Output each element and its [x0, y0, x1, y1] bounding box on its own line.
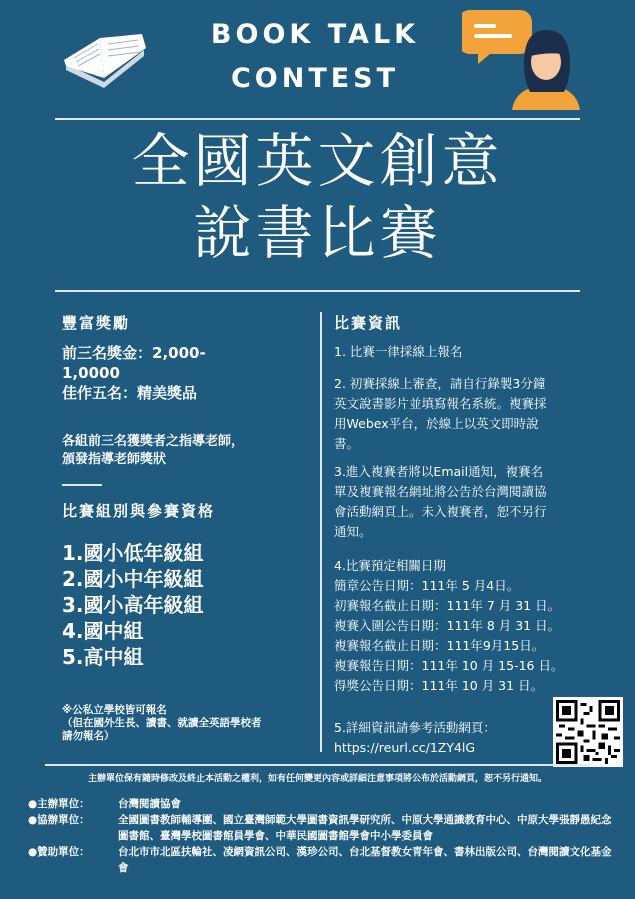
- text-line: 通知。: [334, 524, 372, 539]
- divider: [55, 118, 580, 120]
- open-book-icon: [60, 30, 150, 92]
- co-organizer-label: ●協辦單位：: [28, 814, 90, 826]
- info-item-5: [334, 718, 496, 758]
- list-item: 4.國中組: [62, 619, 144, 643]
- list-item: 2.國小中年級組: [62, 567, 204, 591]
- text-line: 得獎公告日期：111年 10 月 31 日。: [334, 678, 544, 693]
- event-url-link[interactable]: https://reurl.cc/1ZY4lG: [334, 740, 476, 755]
- list-item: 3.國小高年級組: [62, 593, 204, 617]
- short-divider: [62, 484, 102, 486]
- text-line: 2. 初賽採線上審查，請自行錄製3分鐘: [334, 376, 546, 391]
- text-line: 會活動網頁上。未入複賽者，恕不另行: [334, 504, 547, 519]
- groups-list: [62, 540, 204, 670]
- text-line: 複賽入圍公告日期：111年 8 月 31 日。: [334, 618, 561, 633]
- sponsor-row: [28, 844, 618, 876]
- info-item-4: [334, 556, 563, 696]
- groups-heading: 比賽組別與參賽資格: [62, 502, 216, 520]
- divider: [55, 290, 580, 292]
- prize-line: 前三名獎金：2,000-: [62, 344, 206, 362]
- eligibility-note: [62, 704, 262, 743]
- text-line: 初賽報名截止日期：111年 7 月 31 日。: [334, 598, 561, 613]
- list-item: 1.國小低年級組: [62, 541, 204, 565]
- prizes-heading: 豐富獎勵: [62, 314, 131, 332]
- header-title-line2: CONTEST: [230, 63, 400, 94]
- prize-line: 1,0000: [62, 364, 120, 382]
- text-line: 英文說書影片並填寫報名系統。複賽採: [334, 396, 547, 411]
- text-line: 複賽報告日期：111年 10 月 15-16 日。: [334, 658, 564, 673]
- divider: [45, 764, 590, 766]
- text-line: 4.比賽預定相關日期: [334, 558, 446, 573]
- text-line: 3.進入複賽者將以Email通知，複賽名: [334, 464, 544, 479]
- text-line: 單及複賽報名網址將公告於台灣閱讀協: [334, 484, 547, 499]
- note-line: （但在國外生長、讀書、就讀全英語學校者: [62, 717, 262, 729]
- info-item-3: [334, 462, 547, 542]
- header-title-line1: BOOK TALK: [210, 19, 420, 50]
- note-line: ※公私立學校皆可報名: [62, 704, 167, 716]
- text-line: 簡章公告日期：111年 5 月4日。: [334, 578, 520, 593]
- disclaimer-notice: 主辦單位保有隨時修改及終止本活動之權利，如有任何變更內容或詳細注意事項將公布於活動網頁，恕不另行通知。: [87, 774, 547, 784]
- organizer-row: [28, 796, 618, 812]
- sponsor-value: 台北市市北區扶輪社、凌網資訊公司、漢珍公司、台北基督教女青年會、書林出版公司、台灣閱讀文化基金會: [118, 846, 612, 874]
- co-organizer-row: [28, 812, 618, 844]
- text-line: 書。: [334, 436, 360, 451]
- text-line: 用Webex平台，於線上以英文即時說: [334, 416, 539, 431]
- list-item: 5.高中組: [62, 645, 144, 669]
- info-item-2: [334, 374, 547, 454]
- info-item-1: 1. 比賽一律採線上報名: [334, 344, 463, 359]
- girl-avatar-icon: [462, 6, 588, 110]
- organizer-value: 台灣閱讀協會: [118, 798, 181, 810]
- main-title-line2: 說書比賽: [193, 199, 442, 267]
- qr-code-icon[interactable]: [553, 697, 623, 767]
- co-organizer-value: 全國圖書教師輔導團、國立臺灣師範大學圖書資訊學研究所、中原大學通識教育中心、中原大學張靜愚紀念圖書館、臺灣學校圖書館員學會、中華民國圖書館學會中小學委員會: [118, 814, 612, 842]
- text-line: 5.詳細資訊請參考活動網頁：: [334, 720, 496, 735]
- info-heading: 比賽資訊: [334, 314, 403, 332]
- main-title-line1: 全國英文創意: [131, 127, 504, 195]
- organizer-label: ●主辦單位：: [28, 798, 90, 810]
- note-line: 請勿報名）: [62, 730, 115, 742]
- credits-block: [28, 796, 618, 876]
- text-line: 複賽報名截止日期：111年9月15日。: [334, 638, 545, 653]
- column-divider: [320, 312, 322, 752]
- prize-line: 佳作五名：精美獎品: [62, 384, 198, 402]
- mentor-line: 各組前三名獲獎者之指導老師，: [62, 434, 245, 449]
- sponsor-label: ●贊助單位：: [28, 846, 90, 858]
- mentor-line: 頒發指導老師獎狀: [62, 452, 167, 467]
